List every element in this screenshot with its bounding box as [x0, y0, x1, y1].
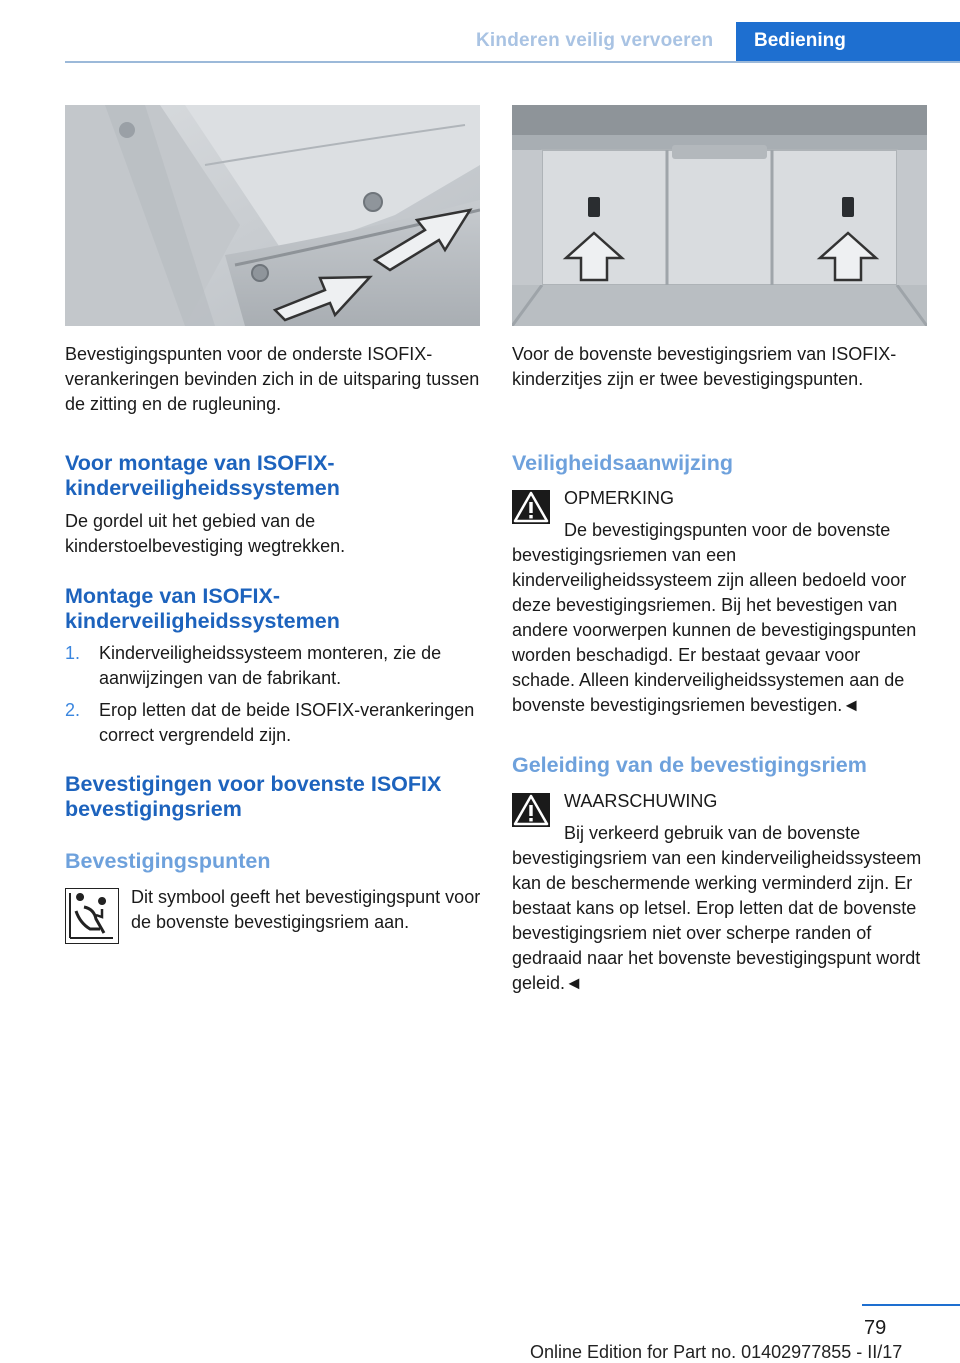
heading-prep-line2: kinderveiligheidssystemen	[65, 476, 340, 500]
heading-safety-note: Veiligheidsaanwijzing	[512, 451, 734, 475]
step-text: Kinderveiligheidssysteem monteren, zie de aanwijzingen van de fabrikant.	[99, 643, 442, 688]
page-number: 79	[864, 1317, 887, 1339]
step-number: 1.	[65, 643, 81, 663]
isofix-seat-photo	[65, 105, 480, 326]
footer-rule	[862, 1304, 960, 1306]
heading-prep-line1: Voor montage van ISOFIX-	[65, 451, 335, 475]
install-step-1	[65, 641, 483, 691]
warning-text	[512, 821, 928, 996]
note-label: OPMERKING	[564, 488, 675, 508]
header-section-title: Kinderen veilig vervoeren	[476, 30, 714, 51]
tether-anchor-photo	[512, 105, 927, 326]
note-text	[512, 518, 928, 718]
heading-tether-line2: bevestigingsriem	[65, 797, 242, 821]
note-body: De bevestigingspunten voor de bovenste bevestigingsriemen van een kinderveiligheidssysteem zijn alleen bedoeld voor deze bevestigingsriemen. Bij het bevestigen van andere voorwerpen kunnen de bevestigingspunten worden beschadigd. Er bestaat gevaar voor schade. Alleen kinderveiligheidssystemen aan de bovenste bevestigingsriemen bevestigen.◄	[512, 520, 917, 715]
header-rule	[65, 61, 960, 63]
install-step-2	[65, 698, 483, 748]
heading-belt-routing: Geleiding van de bevestigingsriem	[512, 753, 867, 777]
warning-body: Bij verkeerd gebruik van de bovenste bevestigingsriem van een kinderveiligheidssysteem kan de beschermende werking verminderd zijn. Er bestaat kans op letsel. Erop letten dat de bovenste bevestigingsriem niet over scherpe randen of gedraaid naar het bovenste bevestigingspunt wordt geleid.◄	[512, 823, 922, 993]
heading-tether-line1: Bevestigingen voor bovenste ISOFIX	[65, 772, 442, 796]
symbol-description: Dit symbool geeft het bevestigingspunt voor de bovenste bevestigingsriem aan.	[131, 887, 481, 932]
heading-anchor-points: Bevestigingspunten	[65, 849, 271, 873]
step-text: Erop letten dat de beide ISOFIX-verankeringen correct vergrendeld zijn.	[99, 700, 475, 745]
heading-install-line1: Montage van ISOFIX-	[65, 584, 281, 608]
heading-install-line2: kinderveiligheidssystemen	[65, 609, 340, 633]
header-chapter-tab: Bediening	[736, 22, 960, 63]
prep-paragraph: De gordel uit het gebied van de kinderstoelbevestiging wegtrekken.	[65, 511, 346, 556]
warning-label: WAARSCHUWING	[564, 791, 718, 811]
step-number: 2.	[65, 700, 81, 720]
right-photo-caption: Voor de bovenste bevestigingsriem van ISOFIX-kinderzitjes zijn er twee bevestigingspunten.	[512, 344, 897, 389]
footer-edition: Online Edition for Part no. 01402977855 - II/17	[530, 1342, 903, 1362]
child-seat-anchor-icon	[65, 888, 119, 944]
left-photo-caption: Bevestigingspunten voor de onderste ISOFIX-verankeringen bevinden zich in de uitsparing tussen de zitting en de rugleuning.	[65, 344, 480, 414]
